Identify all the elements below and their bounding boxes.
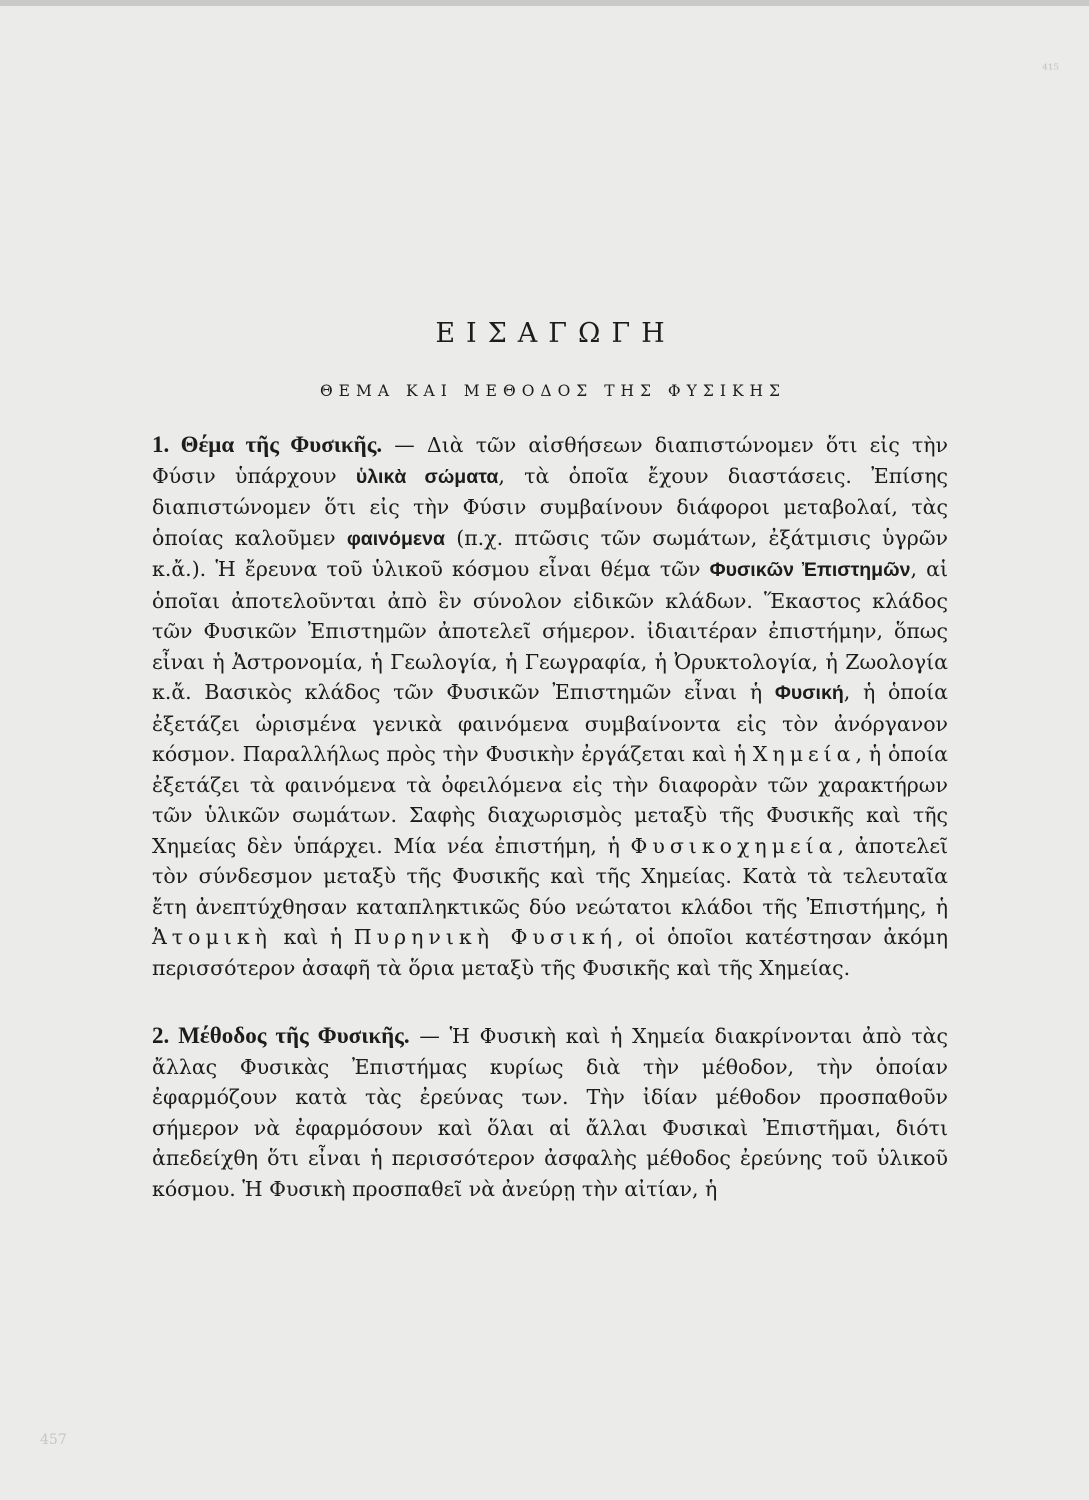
section-2-heading: 2. Μέθοδος τῆς Φυσικῆς. [152,1023,410,1048]
term-physics: Φυσική [774,682,844,704]
text-run: — Διὰ τῶν αἰσθήσεων διαπιστώνομεν ὅτι εἰς τὴν Φύσιν ὑπάρχουν [152,433,948,488]
text-run: — Ἡ Φυσικὴ καὶ ἡ Χημεία διακρίνονται ἀπὸ τὰς ἄλλας Φυσικὰς Ἐπιστήμας κυρίως διὰ τὴν μέθοδον, τὴν ὁποίαν ἐφαρμόζουν κατὰ τὰς ἐρεύνας των. Τὴν ἰδίαν μέθοδον προσπαθοῦν σήμερον νὰ ἐφαρμόσουν καὶ ὅλαι αἱ ἄλλαι Φυσικαὶ Ἐπιστῆμαι, διότι ἀπεδείχθη ὅτι εἶναι ἡ περισσότερον ἀσφαλὴς μέθοδος ἐρεύνης τοῦ ὑλικοῦ κόσμου. Ἡ Φυσικὴ προσπαθεῖ νὰ ἀνεύρῃ τὴν αἰτίαν, ἡ [152,1024,948,1201]
term-natural-sciences: Φυσικῶν Ἐπιστημῶν [709,559,911,581]
term-nuclear-physics: Πυρηνικὴ Φυσική [353,925,617,949]
term-material-bodies: ὑλικὰ σώματα [355,465,499,488]
chapter-title: ΕΙΣΑΓΩΓΗ [435,318,676,349]
text-run: , τὰ ὁποῖα ἔχουν διαστάσεις. Ἐπίσης διαπιστώνομεν ὅτι εἰς τὴν Φύσιν συμβαίνουν διάφοροι μεταβολαί, τὰς ὁποίας καλοῦμεν [152,463,948,550]
text-run: , ἡ ὁποία ἐξετάζει τὰ φαινόμενα τὰ ὀφειλόμενα εἰς τὴν διαφορὰν τῶν χαρακτήρων τῶν ὑλικῶν σωμάτων. Σαφὴς διαχωρισμὸς μεταξὺ τῆς Φυσικῆς καὶ τῆς Χημείας δὲν ὑπάρχει. Μία νέα ἐπιστήμη, ἡ [152,742,948,858]
term-chemistry: Χημεία [752,742,856,766]
page-top-edge [0,0,1089,6]
text-run: , αἱ ὁποῖαι ἀποτελοῦνται ἀπὸ ἓν σύνολον εἰδικῶν κλάδων. Ἕκαστος κλάδος τῶν Φυσικῶν Ἐπιστημῶν ἀποτελεῖ σήμερον. ἰδιαιτέραν ἐπιστήμην, ὅπως εἶναι ἡ Ἀστρονομία, ἡ Γεωλογία, ἡ Γεωγραφία, ἡ Ὀρυκτολογία, ἡ Ζωολογία κ.ἄ. Βασικὸς κλάδος τῶν Φυσικῶν Ἐπιστημῶν εἶναι ἡ [152,557,948,704]
section-1-paragraph [152,430,948,983]
term-phenomena: φαινόμενα [346,527,445,550]
text-run: (π.χ. πτῶσις τῶν σωμάτων, ἐξάτμισις ὑγρῶν κ.ἄ.). Ἡ ἔρευνα τοῦ ὑλικοῦ κόσμου εἶναι θέμα τῶν [152,525,948,581]
section-1-heading: 1. Θέμα τῆς Φυσικῆς. [152,432,383,457]
text-run: καὶ ἡ [271,925,354,949]
page-body [152,318,948,1204]
section-2-paragraph [152,1021,948,1204]
text-run: , οἱ ὁποῖοι κατέστησαν ἀκόμη περισσότερον ἀσαφῆ τὰ ὅρια μεταξὺ τῆς Φυσικῆς καὶ τῆς Χημείας. [152,925,948,980]
chapter-subtitle: ΘΕΜΑ ΚΑΙ ΜΕΘΟΔΟΣ ΤΗΣ ΦΥΣΙΚΗΣ [319,382,787,400]
text-run: , ἡ ὁποία ἐξετάζει ὡρισμένα γενικὰ φαινόμενα συμβαίνοντα εἰς τὸν ἀνόργανον κόσμον. Παραλλήλως πρὸς τὴν Φυσικὴν ἐργάζεται καὶ ἡ [152,680,948,766]
text-run: , ἀποτελεῖ τὸν σύνδεσμον μεταξὺ τῆς Φυσικῆς καὶ τῆς Χημείας. Κατὰ τὰ τελευταῖα ἔτη ἀνεπτύχθησαν καταπληκτικῶς δύο νεώτατοι κλάδοι τῆς Ἐπιστήμης, ἡ [152,833,949,919]
term-atomic: Ἀτομικὴ [152,925,272,949]
corner-mark: ⁴¹⁵ [1042,62,1059,78]
margin-page-mark: 457 [40,1432,67,1448]
term-physical-chemistry: Φυσικοχημεία [630,833,838,858]
